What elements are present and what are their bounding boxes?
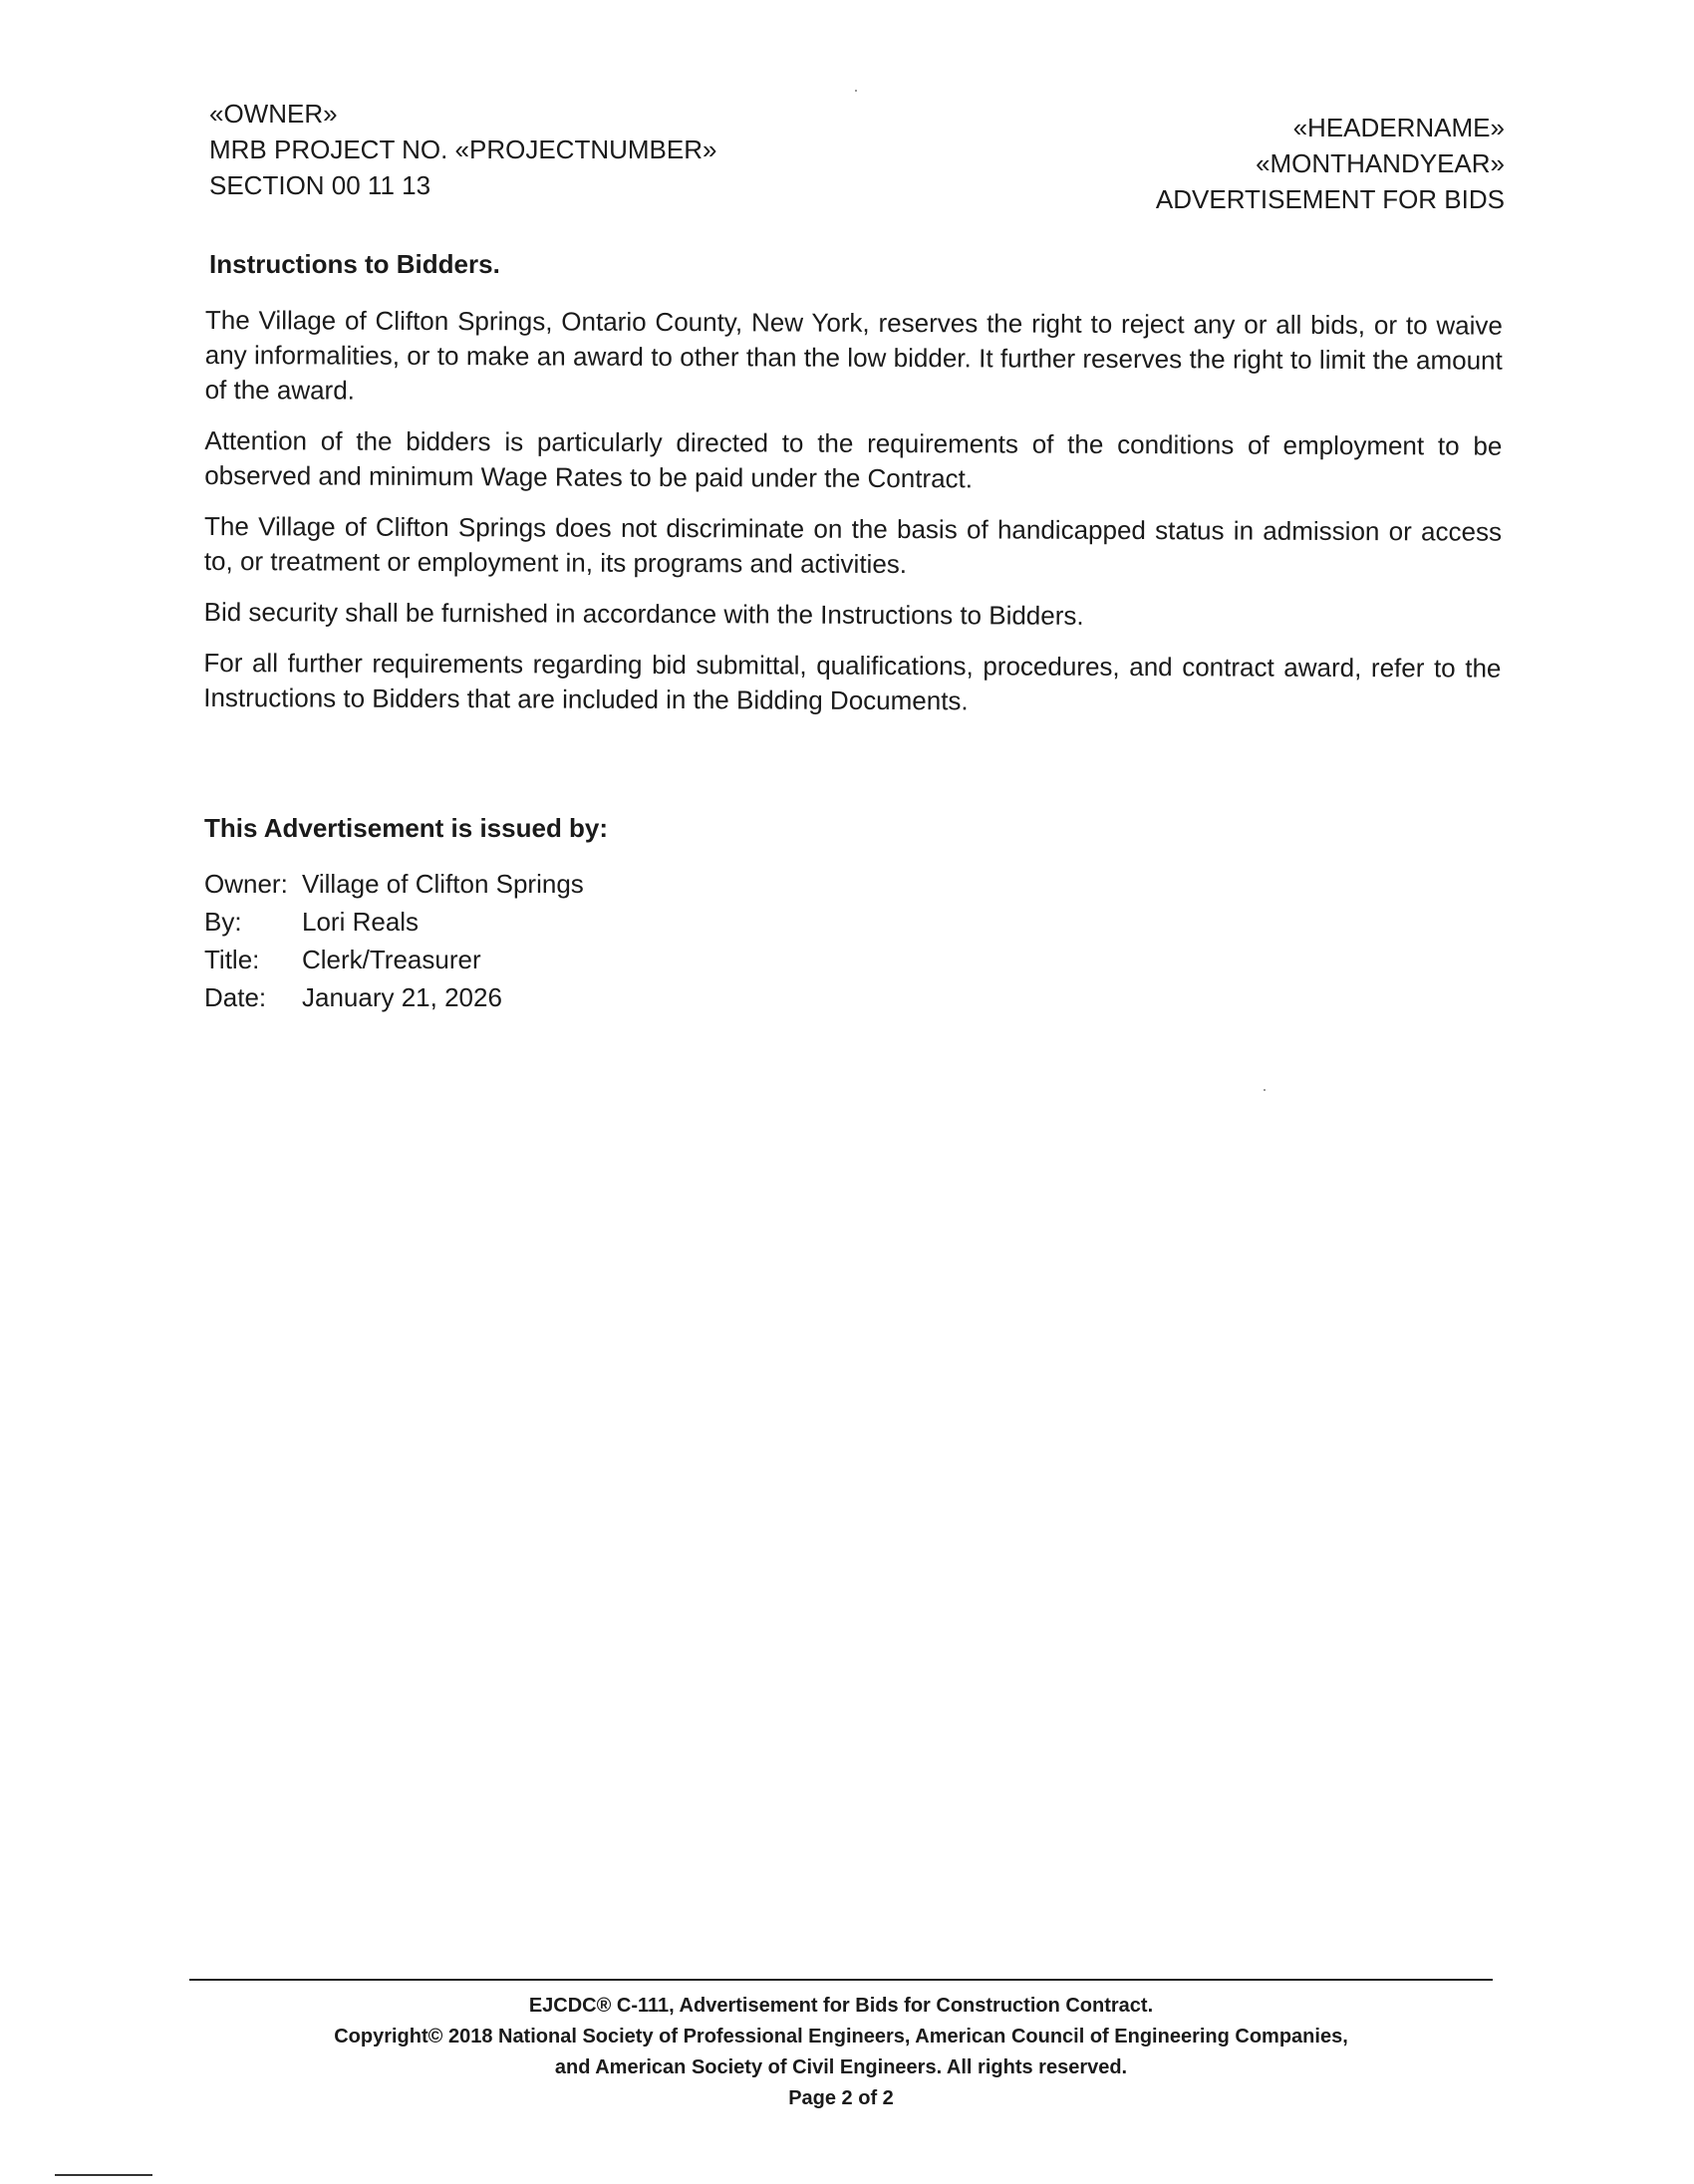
footer-divider	[189, 1979, 1493, 1981]
issuer-row-date	[204, 978, 584, 1016]
instructions-heading: Instructions to Bidders.	[209, 249, 500, 279]
issuer-label: By:	[204, 907, 242, 937]
instructions-body	[203, 303, 1503, 737]
footer-page-number: Page 2 of 2	[788, 2087, 894, 2109]
header-month-and-year: «MONTHANDYEAR»	[1256, 148, 1505, 178]
header-document-title: ADVERTISEMENT FOR BIDS	[1155, 184, 1505, 214]
scan-speck	[855, 90, 857, 92]
header-left	[209, 96, 716, 203]
paragraph-nondiscrimination: The Village of Clifton Springs does not discriminate on the basis of handicapped status in admission or access to, or treatment or employment in, its programs and activities.	[203, 510, 1503, 580]
paragraph-wage-rates: Attention of the bidders is particularly directed to the requirements of the conditions of employment to be observed and minimum Wage Rates to be paid under the Contract.	[204, 424, 1503, 494]
header-project-number: MRB PROJECT NO. «PROJECTNUMBER»	[209, 135, 717, 164]
footer	[189, 1991, 1493, 2114]
paragraph-bid-security: Bid security shall be furnished in accordance with the Instructions to Bidders.	[203, 596, 1084, 631]
issuer-row-by	[204, 903, 584, 941]
issued-by-heading: This Advertisement is issued by:	[204, 813, 609, 843]
scan-edge-mark	[55, 2174, 152, 2176]
issuer-value: Clerk/Treasurer	[302, 945, 481, 974]
issuer-row-title	[204, 941, 584, 978]
issuer-row-owner	[204, 865, 584, 903]
header-right	[1156, 110, 1505, 217]
issuer-value: Lori Reals	[302, 907, 420, 937]
issuer-value: Village of Clifton Springs	[302, 869, 584, 899]
header-name: «HEADERNAME»	[1292, 113, 1505, 142]
footer-copyright: Copyright© 2018 National Society of Professional Engineers, American Council of Engineering Companies,	[334, 2026, 1348, 2048]
issuer-table	[204, 865, 584, 1016]
header-owner: «OWNER»	[209, 99, 338, 129]
issuer-value: January 21, 2026	[302, 982, 502, 1012]
paragraph-reserve-rights: The Village of Clifton Springs, Ontario County, New York, reserves the right to reject any or all bids, or to waive any informalities, or to make an award to other than the low bidder. It further reserves the right to limit the amount of the award.	[204, 304, 1503, 406]
issuer-label: Title:	[204, 945, 260, 974]
issuer-label: Date:	[204, 982, 267, 1012]
footer-rights: and American Society of Civil Engineers. All rights reserved.	[554, 2056, 1128, 2078]
header-section: SECTION 00 11 13	[209, 170, 431, 200]
issuer-label: Owner:	[204, 869, 288, 899]
scan-speck	[1264, 1089, 1266, 1091]
paragraph-further-requirements: For all further requirements regarding bid submittal, qualifications, procedures, and contract award, refer to the Instructions to Bidders that are included in the Bidding Documents.	[203, 647, 1502, 716]
footer-form-title: EJCDC® C-111, Advertisement for Bids for Construction Contract.	[528, 1995, 1154, 2017]
